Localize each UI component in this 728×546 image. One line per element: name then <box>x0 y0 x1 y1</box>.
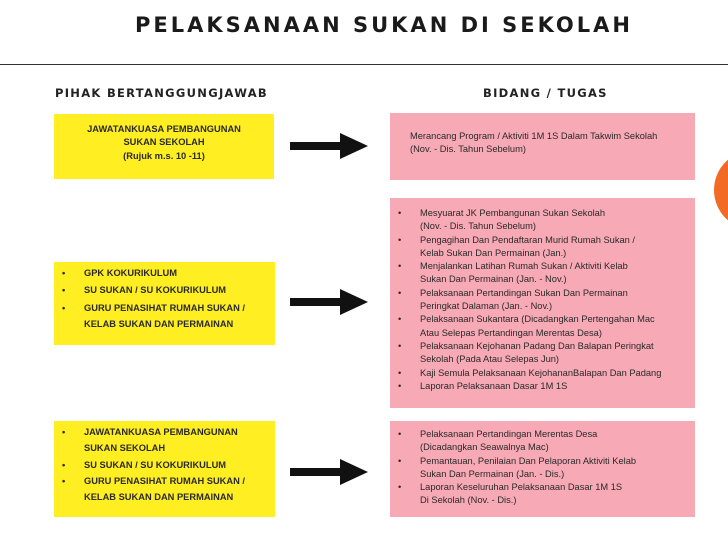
responsible-box-3 <box>54 421 275 517</box>
list-item-text: • Laporan Pelaksanaan Dasar 1M 1S <box>420 380 568 391</box>
list-item-text: KELAB SUKAN DAN PERMAINAN <box>84 492 234 503</box>
list-item <box>54 284 275 297</box>
box-line: JAWATANKUASA PEMBANGUNAN <box>87 124 241 134</box>
list-item <box>54 426 275 456</box>
list-item <box>390 367 695 380</box>
list-item-text: • GURU PENASIHAT RUMAH SUKAN / <box>84 475 245 486</box>
list-item <box>390 287 695 314</box>
list-item-text: KELAB SUKAN DAN PERMAINAN <box>84 318 234 329</box>
list-item-text: • Laporan Keseluruhan Pelaksanaan Dasar 1M 1S <box>420 482 623 493</box>
list-item <box>54 267 275 280</box>
box-line: (Rujuk m.s. 10 -11) <box>123 150 205 161</box>
list-item-text: • Pemantauan, Penilaian Dan Pelaporan Aktiviti Kelab <box>420 455 637 466</box>
right-arrow-icon <box>290 132 370 160</box>
list-item <box>390 260 695 287</box>
list-item-text: • Pelaksanaan Pertandingan Merentas Desa <box>420 429 598 439</box>
list-item <box>390 313 695 340</box>
list-item-text: • Pengagihan Dan Pendaftaran Murid Rumah Sukan / <box>420 234 635 245</box>
list-item-text: (Nov. - Dis. Tahun Sebelum) <box>420 221 536 232</box>
list-item <box>390 207 695 234</box>
list-item-text: • SU SUKAN / SU KOKURIKULUM <box>84 459 227 470</box>
page-title: PELAKSANAAN SUKAN DI SEKOLAH <box>135 13 633 37</box>
list-item <box>54 302 275 332</box>
list-item <box>390 428 695 455</box>
list-item <box>390 340 695 367</box>
list-item-text: Sukan Dan Permainan (Jan. - Nov.) <box>420 274 567 285</box>
list-item-text: • GPK KOKURIKULUM <box>84 268 177 278</box>
list-item-text: • Pelaksanaan Kejohanan Padang Dan Balapan Peringkat <box>420 340 654 351</box>
list-item <box>390 455 695 482</box>
decorative-orange-circle <box>714 150 728 230</box>
list-item <box>390 380 695 393</box>
list-item <box>390 234 695 261</box>
task-box-3 <box>390 421 695 517</box>
list-item <box>390 481 695 508</box>
right-arrow-icon <box>290 288 370 316</box>
list-item-text: Atau Selepas Pertandingan Merentas Desa) <box>420 327 602 338</box>
box-line: (Nov. - Dis. Tahun Sebelum) <box>410 144 526 155</box>
right-arrow-icon <box>290 458 370 486</box>
list-item <box>54 475 275 505</box>
box-line: SUKAN SEKOLAH <box>123 137 205 148</box>
task-box-2 <box>390 198 695 408</box>
list-item-text: Kelab Sukan Dan Permainan (Jan.) <box>420 247 567 258</box>
list-item-text: • Pelaksanaan Sukantara (Dicadangkan Pertengahan Mac <box>420 314 655 325</box>
column-header-tasks: BIDANG / TUGAS <box>483 86 608 100</box>
list-item-text: Di Sekolah (Nov. - Dis.) <box>420 495 517 506</box>
list-item-text: • Kaji Semula Pelaksanaan KejohananBalapan Dan Padang <box>420 367 662 378</box>
task-box-1 <box>390 113 695 180</box>
list-item-text: • Menjalankan Latihan Rumah Sukan / Aktiviti Kelab <box>420 261 628 272</box>
list-item-text: • JAWATANKUASA PEMBANGUNAN <box>84 427 238 437</box>
list-item-text: • Mesyuarat JK Pembangunan Sukan Sekolah <box>420 208 606 218</box>
box-line: Merancang Program / Aktiviti 1M 1S Dalam Takwim Sekolah <box>410 131 658 141</box>
responsible-box-1 <box>54 114 274 179</box>
list-item-text: Sukan Dan Permainan (Jan. - Dis.) <box>420 468 565 479</box>
title-divider <box>0 64 728 65</box>
list-item-text: • Pelaksanaan Pertandingan Sukan Dan Permainan <box>420 287 628 298</box>
list-item <box>54 459 275 472</box>
responsible-box-2 <box>54 262 275 345</box>
list-item-text: • SU SUKAN / SU KOKURIKULUM <box>84 285 227 296</box>
list-item-text: Sekolah (Pada Atau Selepas Jun) <box>420 354 560 365</box>
list-item-text: SUKAN SEKOLAH <box>84 443 166 454</box>
column-header-responsible: PIHAK BERTANGGUNGJAWAB <box>55 86 268 100</box>
list-item-text: (Dicadangkan Seawalnya Mac) <box>420 442 549 453</box>
list-item-text: Peringkat Dalaman (Jan. - Nov.) <box>420 301 553 312</box>
list-item-text: • GURU PENASIHAT RUMAH SUKAN / <box>84 302 245 313</box>
